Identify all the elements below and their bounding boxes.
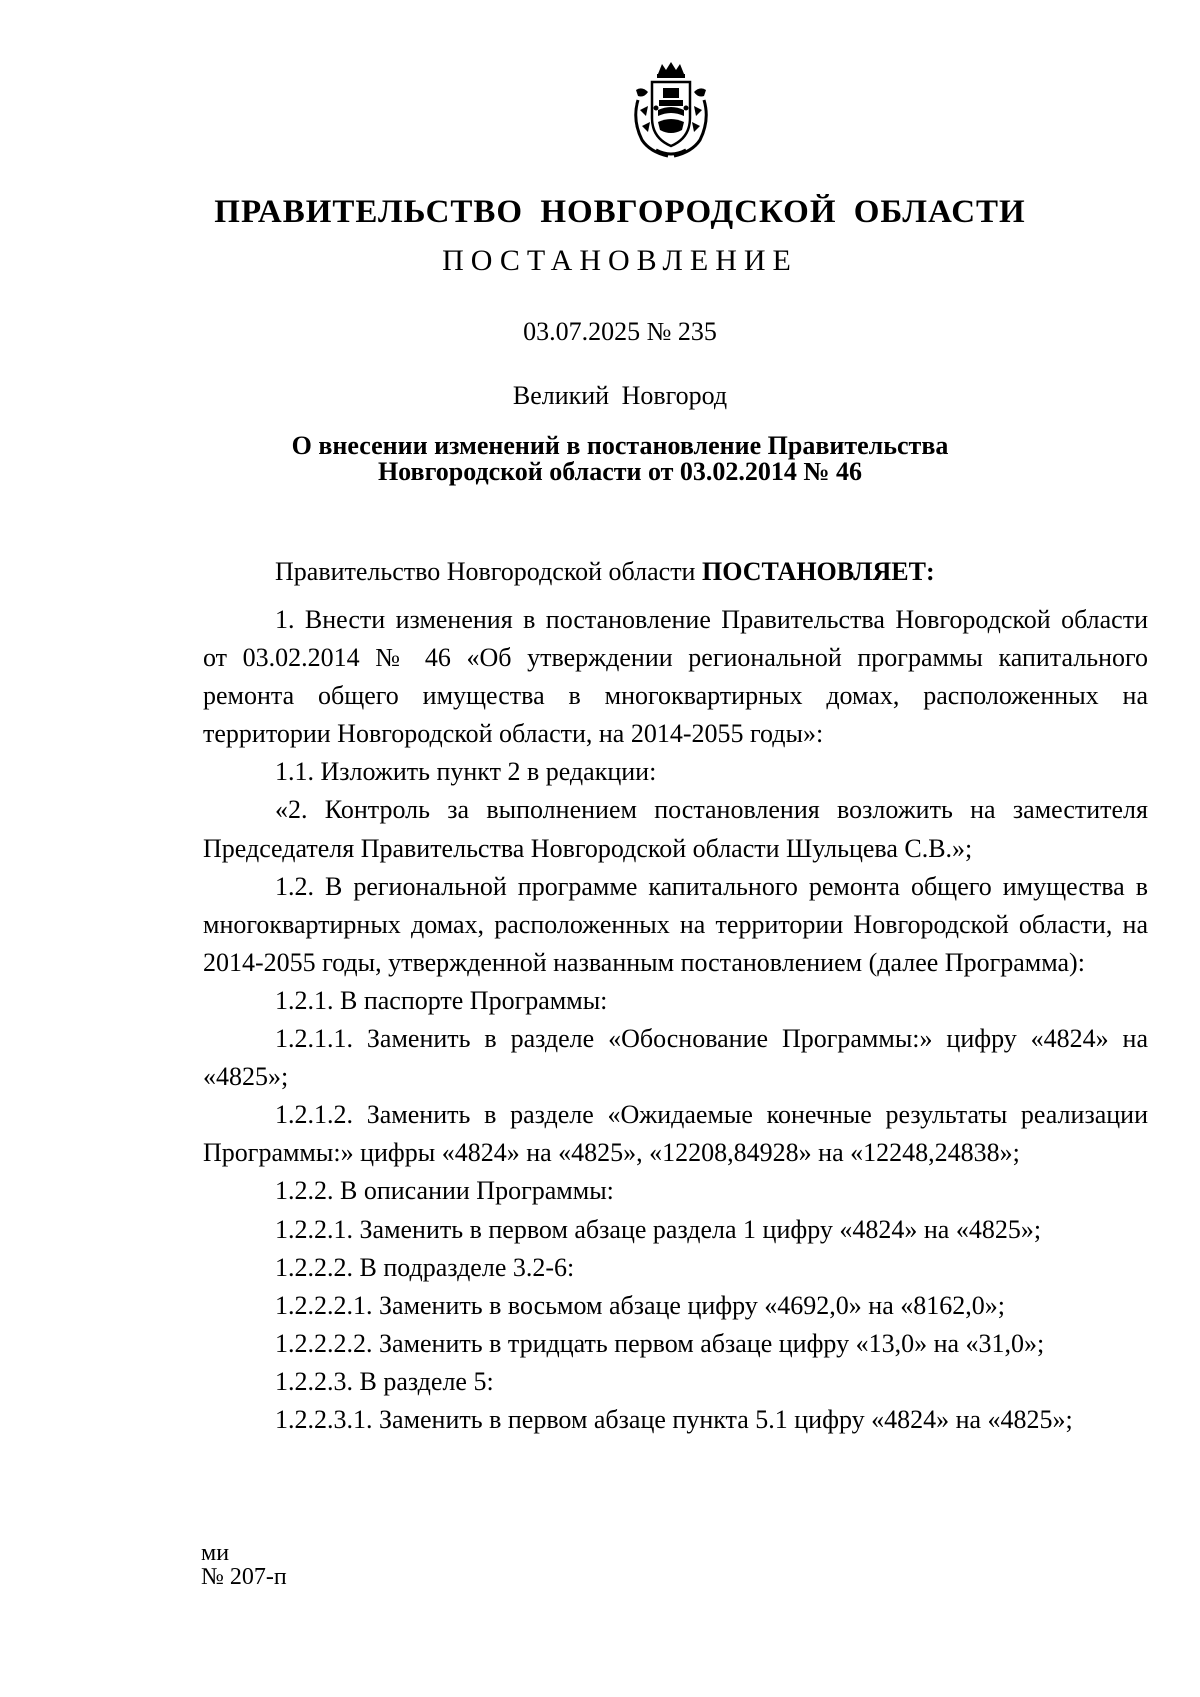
- intro-text: Правительство Новгородской области: [275, 557, 696, 586]
- resolution-intro: [275, 555, 935, 589]
- footer-number: № 207-п: [201, 1564, 287, 1590]
- document-subject: [0, 433, 1200, 485]
- coat-of-arms-novgorod-icon: [628, 60, 714, 160]
- document-type: ПОСТАНОВЛЕНИЕ: [442, 244, 798, 277]
- paragraph: 1.2.2.1. Заменить в первом абзаце раздела 1 цифру «4824» на «4825»;: [275, 1214, 1042, 1244]
- paragraph: 1.2.2.3. В разделе 5:: [275, 1366, 494, 1396]
- paragraph: 1.2.2.2. В подразделе 3.2-6:: [275, 1252, 575, 1282]
- paragraph: 1.2.2. В описании Программы:: [275, 1176, 614, 1206]
- government-title: ПРАВИТЕЛЬСТВО НОВГОРОДСКОЙ ОБЛАСТИ: [214, 194, 1026, 230]
- subject-line-2: Новгородской области от 03.02.2014 № 46: [377, 457, 863, 486]
- paragraph: 1.2.1.2. Заменить в разделе «Ожидаемые конечные результаты реализации Программы:» цифры «4824» на «4825», «12208,84928» на «12248,24838»;: [203, 1100, 1148, 1168]
- document-date-number: 03.07.2025 № 235: [523, 317, 717, 346]
- paragraph: 1.1. Изложить пункт 2 в редакции:: [275, 757, 657, 787]
- paragraph: 1.2. В региональной программе капитального ремонта общего имущества в многоквартирных домах, расположенных на территории Новгородской области, на 2014-2055 годы, утвержденной названным постановлением (далее Программа):: [203, 871, 1148, 977]
- paragraph: 1. Внести изменения в постановление Правительства Новгородской области от 03.02.2014 № 46 «Об утверждении региональной программы капитального ремонта общего имущества в многоквартирных домах, расположенных на территории Новгородской области, на 2014-2055 годы»:: [203, 605, 1148, 749]
- paragraph: 1.2.2.2.1. Заменить в восьмом абзаце цифру «4692,0» на «8162,0»;: [275, 1290, 1005, 1320]
- document-footer: [201, 1541, 287, 1589]
- paragraph: 1.2.1. В паспорте Программы:: [275, 985, 608, 1015]
- paragraph: 1.2.1.1. Заменить в разделе «Обоснование Программы:» цифру «4824» на «4825»;: [203, 1024, 1148, 1092]
- document-city: Великий Новгород: [512, 381, 728, 410]
- subject-line-1: О внесении изменений в постановление Правительства: [291, 431, 949, 460]
- intro-emphasis: ПОСТАНОВЛЯЕТ:: [701, 557, 935, 586]
- footer-initials: ми: [201, 1540, 230, 1566]
- document-body: [203, 601, 1148, 1439]
- paragraph: 1.2.2.2.2. Заменить в тридцать первом абзаце цифру «13,0» на «31,0»;: [275, 1328, 1045, 1358]
- paragraph: «2. Контроль за выполнением постановления возложить на заместителя Председателя Правительства Новгородской области Шульцева С.В.»;: [203, 795, 1148, 863]
- paragraph: 1.2.2.3.1. Заменить в первом абзаце пункта 5.1 цифру «4824» на «4825»;: [275, 1404, 1073, 1434]
